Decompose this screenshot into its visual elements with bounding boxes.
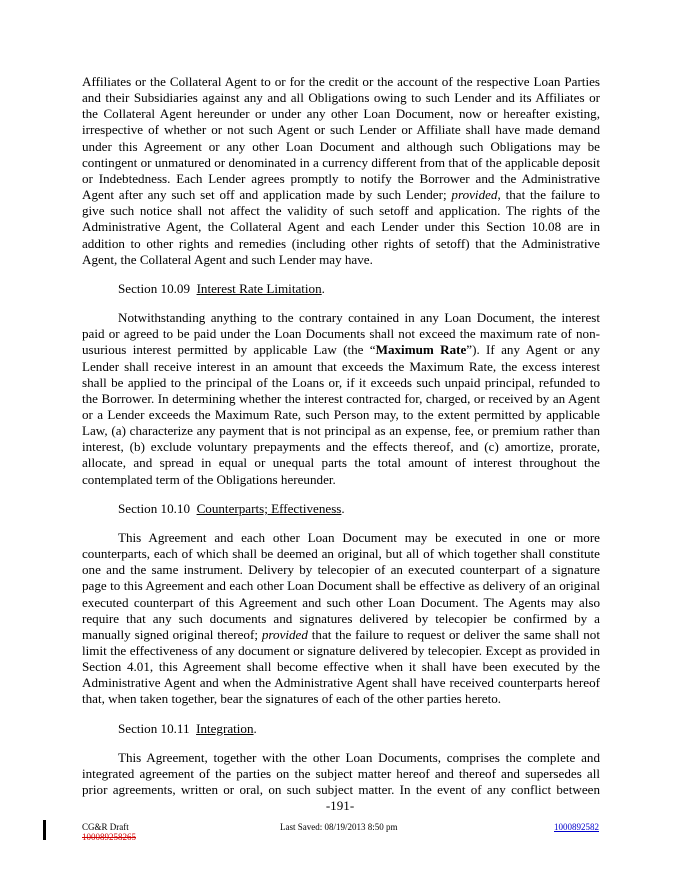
section-number: Section 10.09 [118,280,191,296]
provided-italic: provided [261,626,308,642]
section-1010-text-1: This Agreement and each other Loan Document may be executed in one or more counterparts, each of which shall be deemed an original, but all of which together shall constitute one and the same instrument. Delivery by telecopier of an executed counterpart of a signature page to this Agreement and each other Loan Document shall be effective as delivery of an original executed counterpart of this Agreement and such other Loan Document. The Agents may also require that any such documents and signatures delivered by telecopier be confirmed by a manually signed original thereof; [82,529,600,642]
section-1010-body [82,530,600,708]
setoff-text-2: , that the failure to give such notice shall not affect the validity of such setoff and application. The rights of the Administrative Agent, the Collateral Agent and each Lender under this Section 10.08 are in addition to other rights and remedies (including other rights of setoff) that the Administrative Agent, the Collateral Agent and such Lender may have. [82,187,600,267]
last-saved-stamp: Last Saved: 08/19/2013 8:50 pm [280,822,398,832]
draft-label: CG&R Draft [82,822,129,832]
section-number: Section 10.10 [118,500,191,516]
section-1011-body [82,750,600,798]
document-body [82,74,600,798]
section-1010-heading: Section 10.10 Counterparts; Effectiveness. [118,500,345,516]
defined-term-bold: Maximum Rate [375,342,467,358]
section-1011-heading: Section 10.11 Integration. [118,720,257,736]
section-1011-text: This Agreement, together with the other Loan Documents, comprises the complete and integrated agreement of the parties on the subject matter hereof and thereof and supersedes all prior agreements, written or oral, on such subject matter. In the event of any conflict between [82,749,600,798]
provided-italic: provided [451,187,498,203]
document-id-link[interactable]: 1000892582 [554,822,599,832]
footer-left [82,822,136,842]
setoff-text-1: Affiliates or the Collateral Agent to or for the credit or the account of the respective Loan Parties and their Subsidiaries against any and all Obligations owing to such Lender and its Affiliates or the Collateral Agent hereunder or under any other Loan Document, now or hereafter existing, irrespective of whether or not such Agent or such Lender or Affiliate shall have made demand under this Agreement or any other Loan Document and although such Obligations may be contingent or unmatured or denominated in a currency different from that of the applicable deposit or Indebtedness. Each Lender agrees promptly to notify the Borrower and the Administrative Agent after any such set off and application made by such Lender; [82,74,600,203]
section-1009-text-1: Notwithstanding anything to the contrary contained in any Loan Document, the interest paid or agreed to be paid under the Loan Documents shall not exceed the maximum rate of non-usurious interest permitted by applicable Law (the “ [82,310,600,358]
setoff-paragraph [82,74,600,268]
revision-change-bar [43,820,46,840]
section-title: Counterparts; Effectiveness [196,500,342,516]
section-1010-text-2: that the failure to request or deliver the same shall not limit the effectiveness of any document or signature delivered by telecopier. Except as provided in Section 4.01, this Agreement shall become effective when it shall have been executed by the Administrative Agent and when the Administrative Agent shall have received counterparts hereof that, when taken together, bear the signatures of each of the other parties hereto. [82,626,600,707]
deleted-doc-id: 100089258265 [82,832,136,842]
page-number: -191- [325,798,355,813]
section-1009-body [82,310,600,488]
section-title: Integration [196,720,254,736]
section-number: Section 10.11 [118,720,190,736]
section-title: Interest Rate Limitation [196,280,322,296]
section-1009-text-2: ”). If any Agent or any Lender shall receive interest in an amount that exceeds the Maximum Rate, the excess interest shall be applied to the principal of the Loans or, if it exceeds such unpaid principal, refunded to the Borrower. In determining whether the interest contracted for, charged, or received by an Agent or a Lender exceeds the Maximum Rate, such Person may, to the extent permitted by applicable Law, (a) characterize any payment that is not principal as an expense, fee, or premium rather than interest, (b) exclude voluntary prepayments and the effects thereof, and (c) amortize, prorate, allocate, and spread in equal or unequal parts the total amount of interest throughout the contemplated term of the Obligations hereunder. [82,342,601,487]
section-1009-heading: Section 10.09 Interest Rate Limitation. [118,280,325,296]
